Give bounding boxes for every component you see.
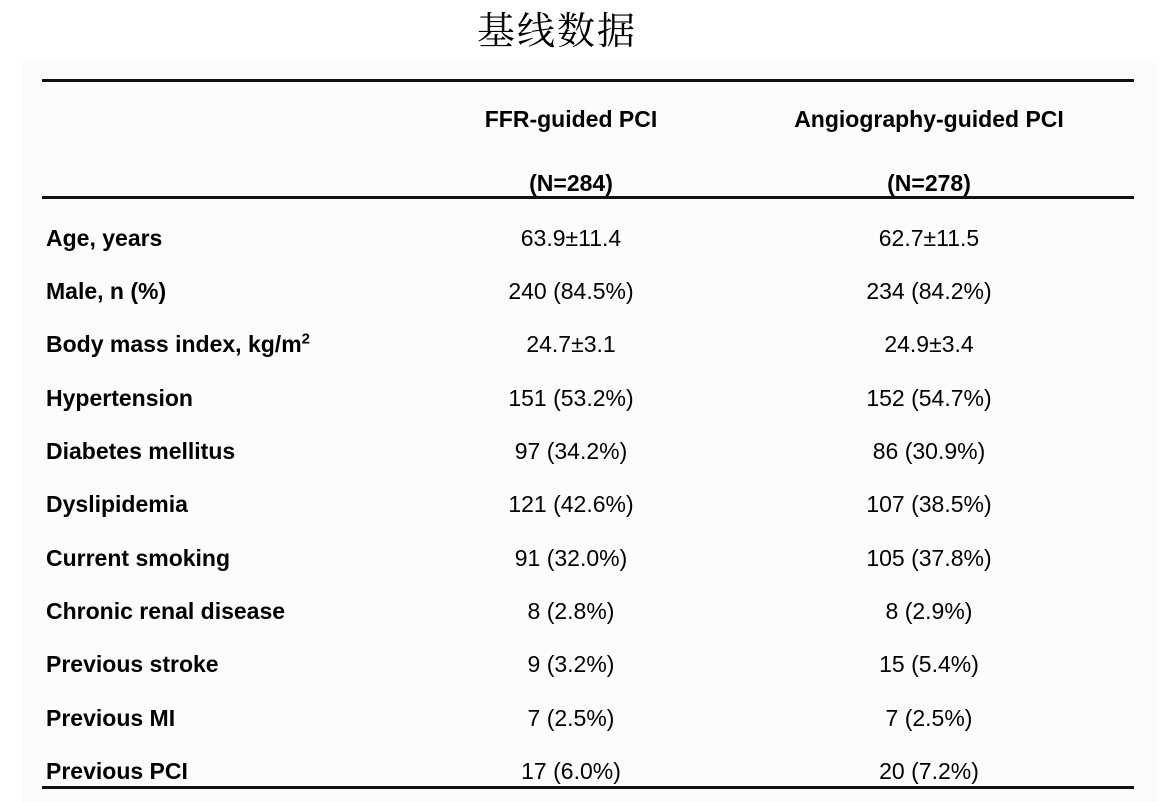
row-label xyxy=(46,329,310,359)
table-row xyxy=(42,649,1134,679)
ffr-value: 9 (3.2%) xyxy=(527,651,615,677)
ffr-value: 121 (42.6%) xyxy=(508,491,634,517)
row-label: Previous stroke xyxy=(46,651,219,677)
table-row xyxy=(42,436,1134,466)
row-label: Age, years xyxy=(46,225,163,251)
row-label: Diabetes mellitus xyxy=(46,438,236,464)
table-top-rule xyxy=(42,79,1134,82)
column-header-angiography: Angiography-guided PCI xyxy=(794,106,1064,132)
row-label: Hypertension xyxy=(46,385,193,411)
row-label-text: Body mass index, kg/m xyxy=(46,331,302,357)
row-label: Current smoking xyxy=(46,545,231,571)
column-header-ffr-n: (N=284) xyxy=(529,170,613,196)
table-row xyxy=(42,703,1134,733)
table-row xyxy=(42,543,1134,573)
table-header-rule xyxy=(42,196,1134,199)
angiography-value: 107 (38.5%) xyxy=(866,491,992,517)
table-row xyxy=(42,223,1134,253)
ffr-value: 24.7±3.1 xyxy=(526,331,616,357)
angiography-value: 7 (2.5%) xyxy=(885,705,973,731)
ffr-value: 7 (2.5%) xyxy=(527,705,615,731)
table-row xyxy=(42,596,1134,626)
ffr-value: 151 (53.2%) xyxy=(508,385,634,411)
table-row xyxy=(42,329,1134,359)
angiography-value: 234 (84.2%) xyxy=(866,278,992,304)
angiography-value: 24.9±3.4 xyxy=(884,331,974,357)
ffr-value: 63.9±11.4 xyxy=(520,225,622,251)
angiography-value: 15 (5.4%) xyxy=(879,651,979,677)
row-label: Chronic renal disease xyxy=(46,598,286,624)
angiography-value: 20 (7.2%) xyxy=(879,758,979,784)
row-label: Male, n (%) xyxy=(46,278,167,304)
angiography-value: 152 (54.7%) xyxy=(866,385,992,411)
ffr-value: 240 (84.5%) xyxy=(508,278,634,304)
row-label: Dyslipidemia xyxy=(46,491,188,517)
row-label: Previous MI xyxy=(46,705,176,731)
ffr-value: 91 (32.0%) xyxy=(514,545,628,571)
table-row xyxy=(42,383,1134,413)
superscript: 2 xyxy=(301,330,310,348)
table-bottom-rule xyxy=(42,786,1134,789)
column-header-ffr: FFR-guided PCI xyxy=(484,106,658,132)
page-title: 基线数据 xyxy=(476,9,637,53)
angiography-value: 86 (30.9%) xyxy=(872,438,986,464)
table-row xyxy=(42,756,1134,786)
table-row xyxy=(42,489,1134,519)
column-header-angiography-n: (N=278) xyxy=(887,170,971,196)
angiography-value: 62.7±11.5 xyxy=(878,225,980,251)
ffr-value: 17 (6.0%) xyxy=(521,758,621,784)
ffr-value: 8 (2.8%) xyxy=(527,598,615,624)
ffr-value: 97 (34.2%) xyxy=(514,438,628,464)
row-label: Previous PCI xyxy=(46,758,188,784)
angiography-value: 105 (37.8%) xyxy=(866,545,992,571)
table-row xyxy=(42,276,1134,306)
angiography-value: 8 (2.9%) xyxy=(885,598,973,624)
